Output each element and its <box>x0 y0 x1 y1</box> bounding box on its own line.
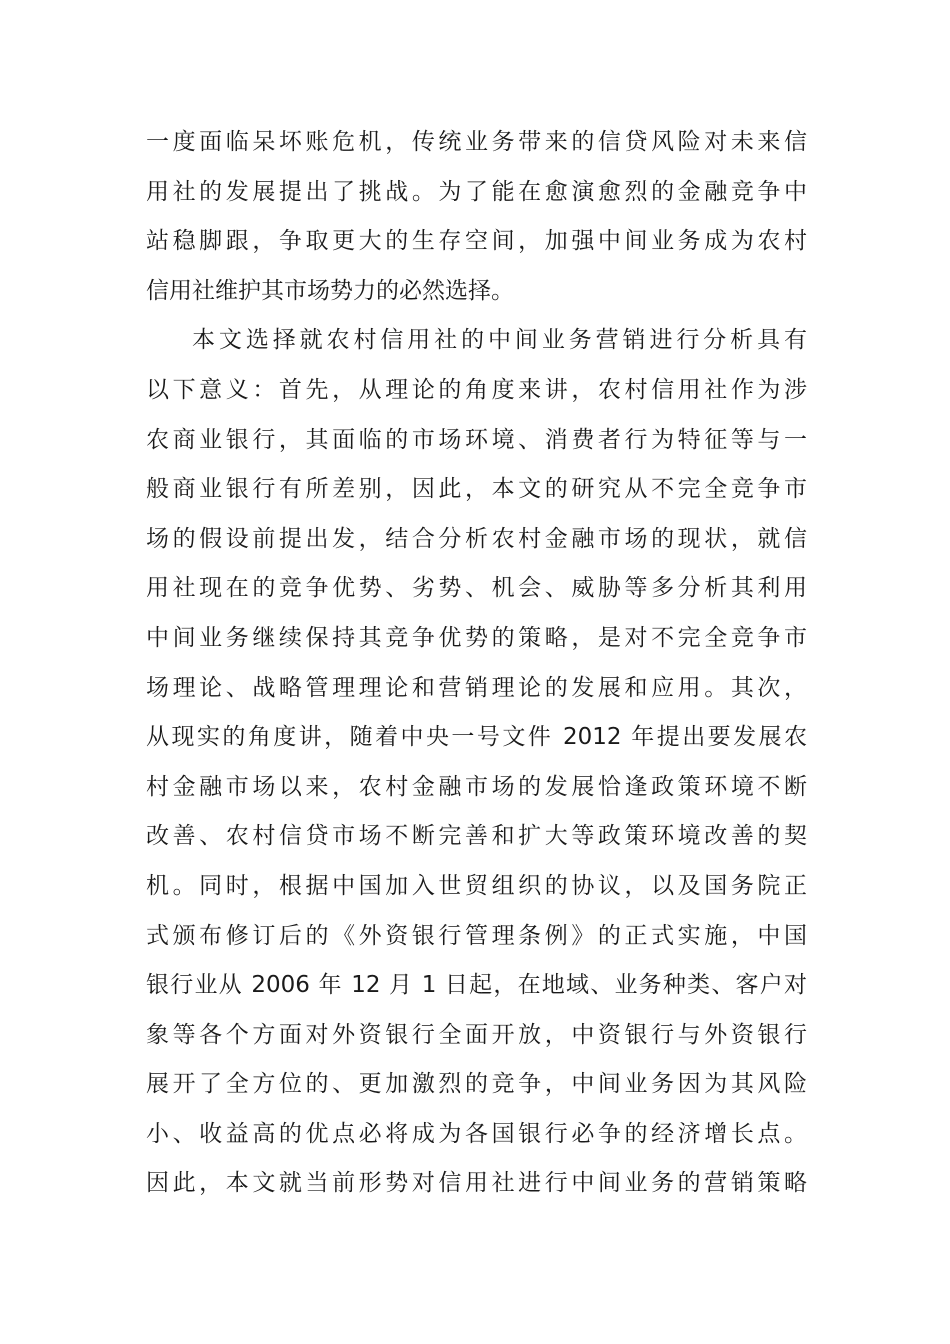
text-line: 小、收益高的优点必将成为各国银行必争的经济增长点。 <box>146 1120 807 1147</box>
text-line: 一度面临呆坏账危机，传统业务带来的信贷风险对未来信 <box>146 129 807 155</box>
text-line: 场理论、战略管理理论和营销理论的发展和应用。其次， <box>146 674 807 701</box>
text-line: 从现实的角度讲，随着中央一号文件 2012 年提出要发展农 <box>146 724 807 751</box>
text-line: 本文选择就农村信用社的中间业务营销进行分析具有 <box>192 327 807 354</box>
text-line: 站稳脚跟，争取更大的生存空间，加强中间业务成为农村 <box>146 228 807 255</box>
paragraph-2 <box>146 316 807 1209</box>
text-line: 农商业银行，其面临的市场环境、消费者行为特征等与一 <box>146 426 807 453</box>
text-line: 用社的发展提出了挑战。为了能在愈演愈烈的金融竞争中 <box>146 178 807 205</box>
text-line: 般商业银行有所差别，因此，本文的研究从不完全竞争市 <box>146 476 807 503</box>
document-body <box>146 118 807 1209</box>
text-line: 改善、农村信贷市场不断完善和扩大等政策环境改善的契 <box>146 823 807 850</box>
text-line: 场的假设前提出发，结合分析农村金融市场的现状，就信 <box>146 525 807 552</box>
text-line: 机。同时，根据中国加入世贸组织的协议，以及国务院正 <box>146 872 807 899</box>
paragraph-1 <box>146 118 807 316</box>
text-line: 银行业从 2006 年 12 月 1 日起，在地域、业务种类、客户对 <box>146 972 807 999</box>
text-line: 信用社维护其市场势力的必然选择。 <box>146 277 514 304</box>
text-line: 中间业务继续保持其竞争优势的策略，是对不完全竞争市 <box>146 624 807 651</box>
text-line: 用社现在的竞争优势、劣势、机会、威胁等多分析其利用 <box>146 575 807 602</box>
text-line: 式颁布修订后的《外资银行管理条例》的正式实施，中国 <box>146 922 807 949</box>
text-line: 展开了全方位的、更加激烈的竞争，中间业务因为其风险 <box>146 1071 807 1098</box>
text-line: 象等各个方面对外资银行全面开放，中资银行与外资银行 <box>146 1021 807 1048</box>
text-line: 村金融市场以来，农村金融市场的发展恰逢政策环境不断 <box>146 773 807 800</box>
text-line: 以下意义：首先，从理论的角度来讲，农村信用社作为涉 <box>146 376 807 403</box>
text-line: 因此，本文就当前形势对信用社进行中间业务的营销策略 <box>146 1170 807 1197</box>
